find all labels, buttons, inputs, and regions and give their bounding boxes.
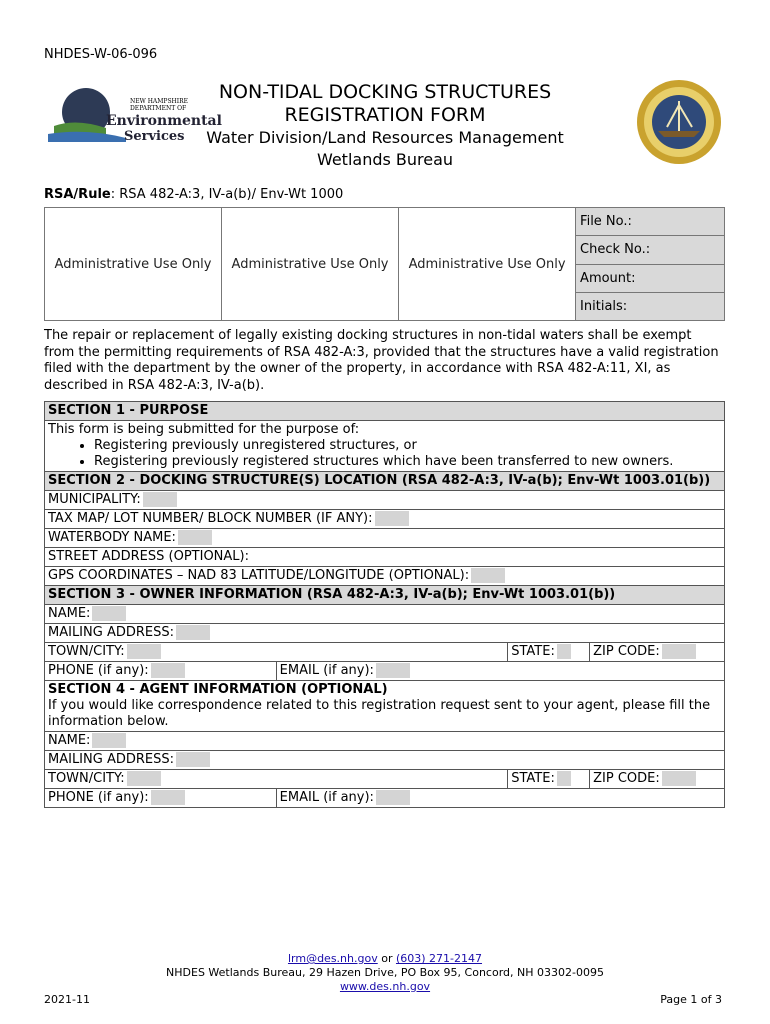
agent-email-cell xyxy=(276,789,724,808)
email-link[interactable]: lrm@des.nh.gov xyxy=(287,952,378,965)
agent-name-row xyxy=(45,732,725,751)
owner-mailing-row xyxy=(45,624,725,643)
nhdes-logo xyxy=(46,78,222,156)
owner-name-label: NAME: xyxy=(48,606,91,621)
agent-state-label: STATE: xyxy=(511,771,555,786)
agent-mailing-input[interactable] xyxy=(176,752,210,767)
amount-field: Amount: xyxy=(576,264,725,292)
agent-name-input[interactable] xyxy=(92,733,126,748)
agent-zip-label: ZIP CODE: xyxy=(593,771,660,786)
owner-town-input[interactable] xyxy=(127,644,161,659)
owner-phone-cell xyxy=(45,662,277,681)
rsa-value: : RSA 482-A:3, IV-a(b)/ Env-Wt 1000 xyxy=(110,187,344,202)
owner-mailing-input[interactable] xyxy=(176,625,210,640)
rsa-label: RSA/Rule xyxy=(44,187,111,202)
logo-line2: DEPARTMENT OF xyxy=(130,105,187,112)
division-name: Water Division/Land Resources Management xyxy=(206,128,564,147)
website-link[interactable]: www.des.nh.gov xyxy=(339,980,431,993)
gps-row xyxy=(45,567,725,586)
agent-town-cell xyxy=(45,770,508,789)
purpose-list xyxy=(48,438,721,470)
revision-date: 2021-11 xyxy=(44,993,90,1006)
agent-state-cell xyxy=(508,770,590,789)
agent-zip-cell xyxy=(590,770,725,789)
section1-header: SECTION 1 - PURPOSE xyxy=(45,402,725,421)
logo-line3: Environmental xyxy=(106,113,222,129)
registration-form-table xyxy=(44,401,725,808)
municipality-input[interactable] xyxy=(143,492,177,507)
bureau-name: Wetlands Bureau xyxy=(316,150,454,169)
section1-body xyxy=(45,421,725,472)
section1-text: This form is being submitted for the purpose of: xyxy=(48,422,360,437)
purpose-item: • Registering previously unregistered structures, or xyxy=(94,438,721,454)
admin-use-cell: Administrative Use Only xyxy=(222,208,399,321)
owner-name-row xyxy=(45,605,725,624)
owner-email-label: EMAIL (if any): xyxy=(279,663,374,678)
municipality-label: MUNICIPALITY: xyxy=(48,492,141,507)
footer-contact xyxy=(0,951,770,966)
owner-email-input[interactable] xyxy=(376,663,410,678)
tax-map-input[interactable] xyxy=(375,511,409,526)
form-title: NON-TIDAL DOCKING STRUCTURES xyxy=(218,81,552,103)
phone-link[interactable]: (603) 271-2147 xyxy=(395,952,483,965)
gps-label: GPS COORDINATES – NAD 83 LATITUDE/LONGITUDE (OPTIONAL): xyxy=(48,568,470,583)
form-subtitle: REGISTRATION FORM xyxy=(284,104,486,126)
purpose-item: • Registering previously registered structures which have been transferred to new owners. xyxy=(94,454,721,470)
gps-input[interactable] xyxy=(471,568,505,583)
footer-address: NHDES Wetlands Bureau, 29 Hazen Drive, PO Box 95, Concord, NH 03302-0095 xyxy=(166,966,604,979)
agent-email-input[interactable] xyxy=(376,790,410,805)
agent-name-label: NAME: xyxy=(48,733,91,748)
agent-phone-cell xyxy=(45,789,277,808)
agent-phone-input[interactable] xyxy=(151,790,185,805)
file-no-field: File No.: xyxy=(576,208,725,236)
intro-paragraph: The repair or replacement of legally existing docking structures in non-tidal waters shall be exempt from the permitting requirements of RSA 482-A:3, provided that the structures have a valid registration filed with the department by the owner of the property, in accordance with RSA 482-A:11, XI, as described in RSA 482-A:3, IV-a(b). xyxy=(44,328,719,393)
owner-state-cell xyxy=(508,643,590,662)
agent-town-input[interactable] xyxy=(127,771,161,786)
agent-town-label: TOWN/CITY: xyxy=(48,771,125,786)
waterbody-label: WATERBODY NAME: xyxy=(48,530,176,545)
footer-or: or xyxy=(377,952,396,965)
agent-mailing-row xyxy=(45,751,725,770)
owner-phone-input[interactable] xyxy=(151,663,185,678)
agent-zip-input[interactable] xyxy=(662,771,696,786)
owner-zip-cell xyxy=(590,643,725,662)
owner-zip-input[interactable] xyxy=(662,644,696,659)
section3-header: SECTION 3 - OWNER INFORMATION (RSA 482-A:3, IV-a(b); Env-Wt 1003.01(b)) xyxy=(45,586,725,605)
section4-header: SECTION 4 - AGENT INFORMATION (OPTIONAL) xyxy=(48,682,388,697)
owner-town-cell xyxy=(45,643,508,662)
owner-state-label: STATE: xyxy=(511,644,555,659)
logo-line1: NEW HAMPSHIRE xyxy=(130,98,189,105)
initials-field: Initials: xyxy=(576,292,725,320)
section4-header-cell xyxy=(45,681,725,732)
agent-state-input[interactable] xyxy=(557,771,571,786)
owner-phone-label: PHONE (if any): xyxy=(48,663,149,678)
logo-water xyxy=(48,132,126,142)
owner-town-label: TOWN/CITY: xyxy=(48,644,125,659)
owner-state-input[interactable] xyxy=(557,644,571,659)
agent-phone-label: PHONE (if any): xyxy=(48,790,149,805)
owner-zip-label: ZIP CODE: xyxy=(593,644,660,659)
section2-header: SECTION 2 - DOCKING STRUCTURE(S) LOCATION (RSA 482-A:3, IV-a(b); Env-Wt 1003.01(b)) xyxy=(45,472,725,491)
admin-use-cell: Administrative Use Only xyxy=(399,208,576,321)
waterbody-input[interactable] xyxy=(178,530,212,545)
agent-email-label: EMAIL (if any): xyxy=(279,790,374,805)
admin-use-cell: Administrative Use Only xyxy=(45,208,222,321)
admin-use-table xyxy=(44,207,725,321)
owner-mailing-label: MAILING ADDRESS: xyxy=(48,625,174,640)
state-seal-icon xyxy=(636,79,722,165)
check-no-field: Check No.: xyxy=(576,236,725,264)
logo-line4: Services xyxy=(124,129,185,144)
agent-mailing-label: MAILING ADDRESS: xyxy=(48,752,174,767)
tax-map-label: TAX MAP/ LOT NUMBER/ BLOCK NUMBER (IF ANY): xyxy=(48,511,373,526)
street-address-row xyxy=(45,548,725,567)
street-address-label: STREET ADDRESS (OPTIONAL): xyxy=(48,549,249,564)
waterbody-row xyxy=(45,529,725,548)
owner-email-cell xyxy=(276,662,724,681)
form-id: NHDES-W-06-096 xyxy=(44,47,158,62)
tax-map-row xyxy=(45,510,725,529)
page-number: Page 1 of 3 xyxy=(660,993,722,1006)
footer-website xyxy=(0,979,770,994)
section4-text: If you would like correspondence related to this registration request sent to your agent, please fill the information below. xyxy=(48,698,711,729)
owner-name-input[interactable] xyxy=(92,606,126,621)
rsa-rule xyxy=(44,187,343,202)
municipality-row xyxy=(45,491,725,510)
